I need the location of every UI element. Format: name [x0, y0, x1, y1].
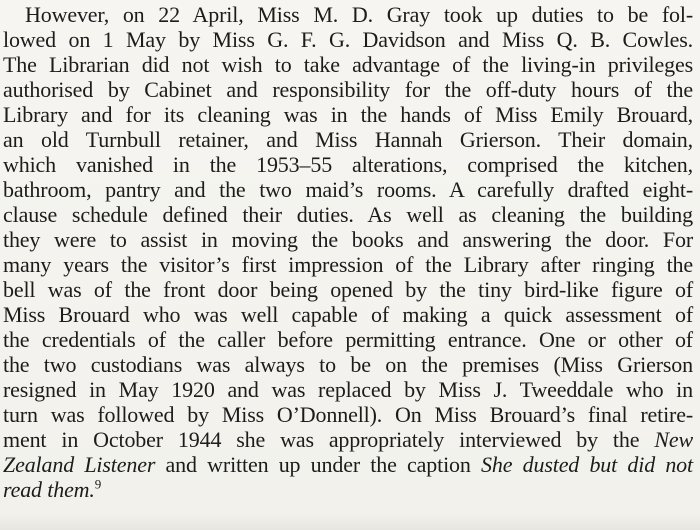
text-line — [3, 477, 693, 502]
italic-title: Zealand Listener — [3, 452, 156, 477]
text-line: However, on 22 April, Miss M. D. Gray took up duties to be fol- — [25, 2, 693, 27]
text-line: Library and for its cleaning was in the hands of Miss Emily Brouard, — [3, 102, 693, 127]
text-line: the credentials of the caller before permitting entrance. One or other of — [3, 327, 693, 352]
text-line: lowed on 1 May by Miss G. F. G. Davidson and Miss Q. B. Cowles. — [3, 27, 693, 52]
text-line: Miss Brouard who was well capable of making a quick assessment of — [3, 302, 693, 327]
text-line — [3, 427, 693, 452]
text-span: and written up under the caption — [155, 452, 482, 477]
text-line: bathroom, pantry and the two maid’s rooms. A carefully drafted eight- — [3, 177, 693, 202]
text-span: ment in October 1944 she was appropriately interviewed by the — [3, 427, 640, 452]
text-line: they were to assist in moving the books and answering the door. For — [3, 227, 693, 252]
text-line: many years the visitor’s first impression of the Library after ringing the — [3, 252, 693, 277]
text-line: turn was followed by Miss O’Donnell). On Miss Brouard’s final retire- — [3, 402, 693, 427]
italic-caption: She dusted but did not — [481, 452, 693, 477]
footnote-reference[interactable]: 9 — [94, 476, 102, 492]
text-line: the two custodians was always to be on the premises (Miss Grierson — [3, 352, 693, 377]
text-line: an old Turnbull retainer, and Miss Hannah Grierson. Their domain, — [3, 127, 693, 152]
text-line: The Librarian did not wish to take advantage of the living-in privileges — [3, 52, 693, 77]
text-line: resigned in May 1920 and was replaced by Miss J. Tweeddale who in — [3, 377, 693, 402]
italic-caption: read them. — [3, 477, 95, 502]
text-line: authorised by Cabinet and responsibility for the off-duty hours of the — [3, 77, 693, 102]
text-line: bell was of the front door being opened by the tiny bird-like figure of — [3, 277, 693, 302]
text-line: which vanished in the 1953–55 alterations, comprised the kitchen, — [3, 152, 693, 177]
text-line: clause schedule defined their duties. As well as cleaning the building — [3, 202, 693, 227]
text-line — [3, 452, 693, 477]
page-bottom-shadow — [0, 514, 700, 530]
italic-title: New — [654, 427, 693, 452]
